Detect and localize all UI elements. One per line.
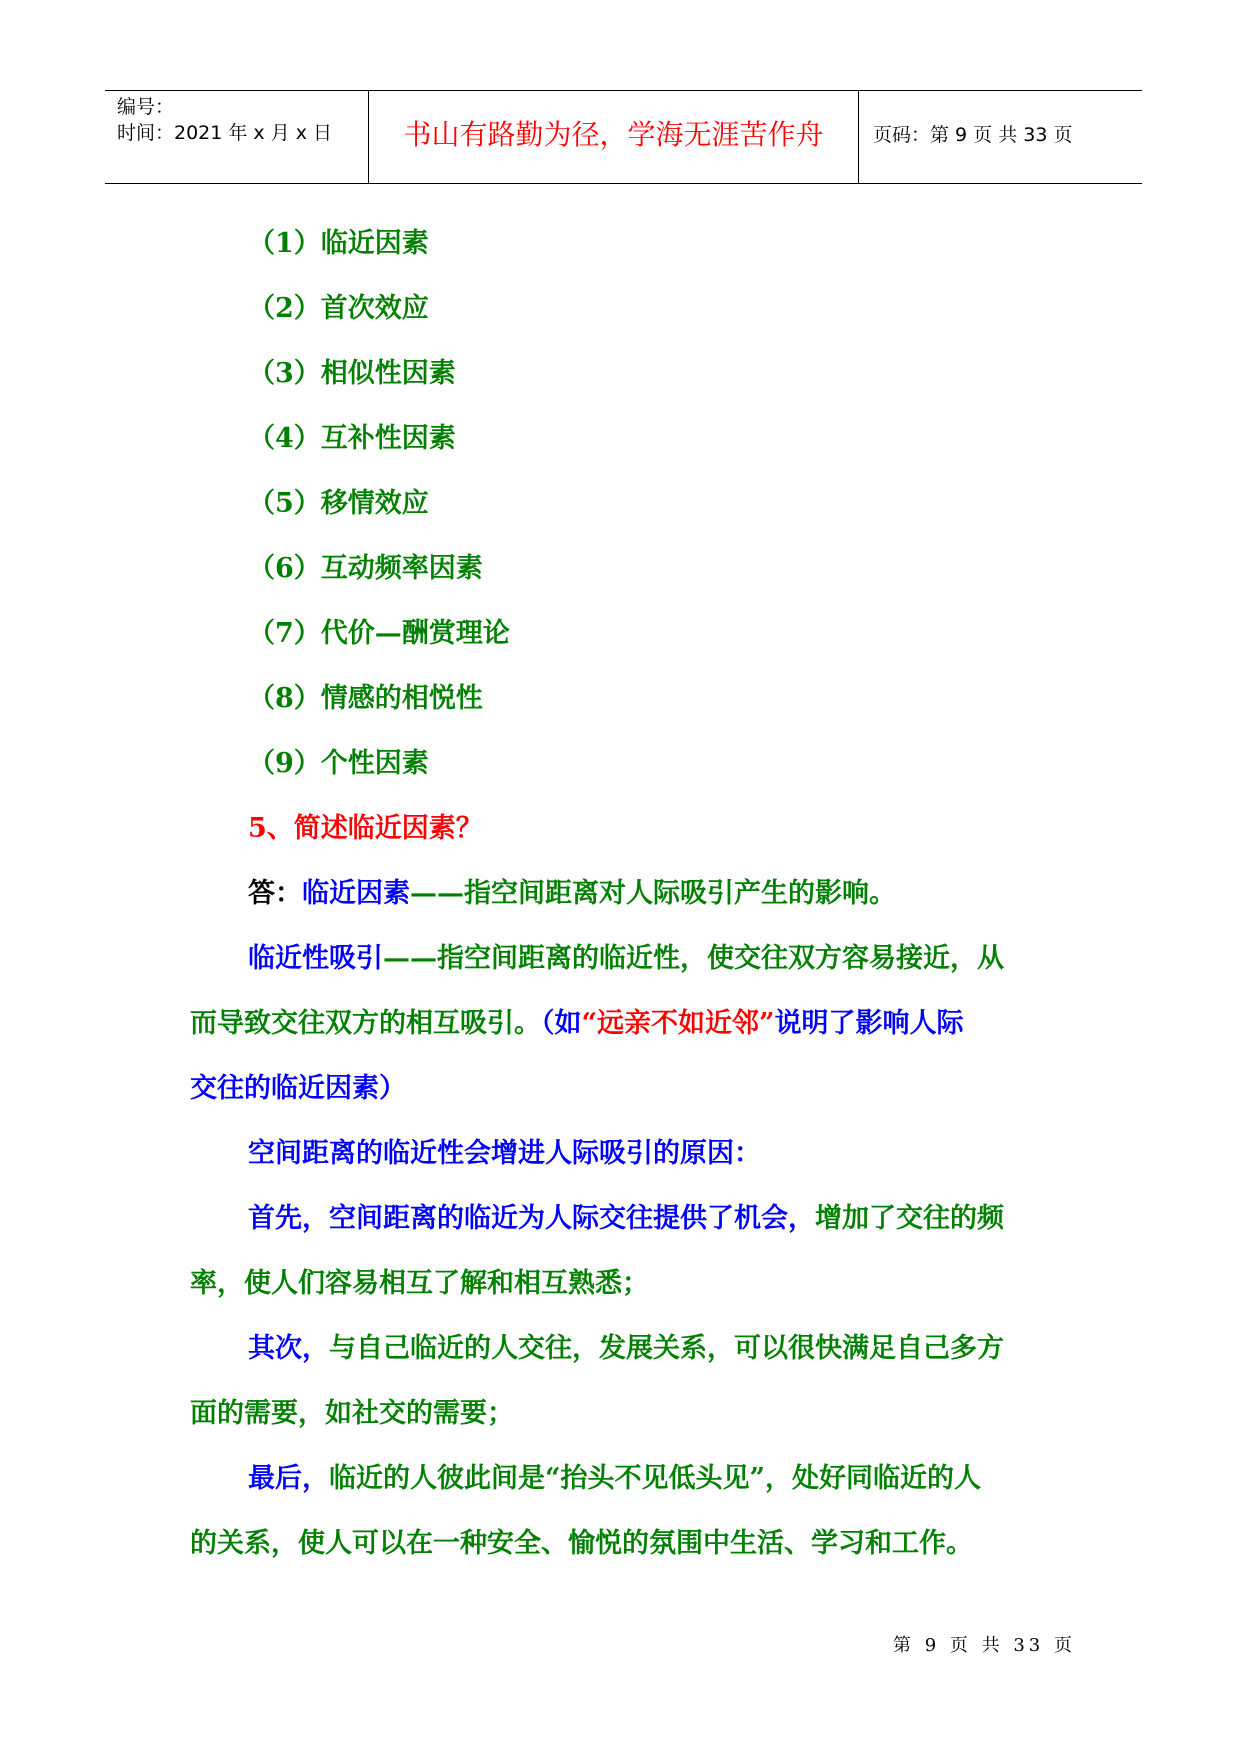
- attraction-text: 而导致交往双方的相互吸引。: [190, 1008, 541, 1039]
- factor-item: （4）互补性因素: [248, 423, 456, 454]
- reason-lead: 其次，: [248, 1333, 329, 1364]
- reason-first-line-1: [248, 1201, 1004, 1237]
- reason-second-line-1: [248, 1331, 1004, 1367]
- reason-text: 与自己临近的人交往，发展关系，可以很快满足自己多方: [329, 1333, 1004, 1364]
- factor-item: （6）互动频率因素: [248, 553, 483, 584]
- attraction-line-3: 交往的临近因素）: [190, 1073, 406, 1104]
- footer-page-number: 第 9 页 共 33 页: [893, 1635, 1076, 1656]
- factor-item: （1）临近因素: [248, 228, 429, 259]
- answer-definition: ——指空间距离对人际吸引产生的影响。: [410, 878, 896, 909]
- reasons-intro: 空间距离的临近性会增进人际吸引的原因：: [248, 1138, 761, 1169]
- reason-text: 临近的人彼此间是“抬头不见低头见”，处好同临近的人: [329, 1463, 982, 1494]
- reason-text: 空间距离的临近为人际交往提供了机会，: [329, 1203, 815, 1234]
- reason-first-line-2: 率，使人们容易相互了解和相互熟悉；: [190, 1268, 649, 1299]
- attraction-term: 临近性吸引: [248, 943, 383, 974]
- reason-third-line-2: 的关系，使人可以在一种安全、愉悦的氛围中生活、学习和工作。: [190, 1528, 973, 1559]
- header-middle-cell: [368, 91, 859, 183]
- reason-lead: 首先，: [248, 1203, 329, 1234]
- factor-item: （2）首次效应: [248, 293, 429, 324]
- answer-term: 临近因素: [302, 878, 410, 909]
- header-page-label: 页码：第 9 页 共 33 页: [873, 124, 1073, 146]
- factor-item: （9）个性因素: [248, 748, 429, 779]
- attraction-proverb: “远亲不如近邻”: [581, 1008, 775, 1039]
- factor-item: （8）情感的相悦性: [248, 683, 483, 714]
- reason-text: 增加了交往的频: [815, 1203, 1004, 1234]
- attraction-paren-open: （如: [541, 1008, 582, 1039]
- answer-line: [248, 876, 896, 912]
- header-motto: 书山有路勤为径，学海无涯苦作舟: [403, 118, 824, 151]
- reason-second-line-2: 面的需要，如社交的需要；: [190, 1398, 514, 1429]
- answer-label: 答：: [248, 878, 302, 909]
- attraction-line-2: [190, 1006, 964, 1042]
- factor-item: （5）移情效应: [248, 488, 429, 519]
- reason-lead: 最后，: [248, 1463, 329, 1494]
- header-code-label: 编号：: [117, 96, 175, 118]
- reason-third-line-1: [248, 1461, 981, 1497]
- attraction-definition: ——指空间距离的临近性，使交往双方容易接近，从: [383, 943, 1004, 974]
- page-footer: [0, 1634, 1241, 1658]
- factor-item: （3）相似性因素: [248, 358, 456, 389]
- attraction-line-1: [248, 941, 1004, 977]
- factor-item: （7）代价—酬赏理论: [248, 618, 510, 649]
- header-right-cell: [859, 91, 1142, 183]
- header-time-label: 时间：2021 年 x 月 x 日: [117, 122, 333, 144]
- attraction-explanation: 说明了影响人际: [774, 1008, 964, 1039]
- page-header: [105, 90, 1142, 184]
- header-left-cell: [105, 91, 368, 183]
- question-heading: 5、简述临近因素？: [248, 813, 483, 844]
